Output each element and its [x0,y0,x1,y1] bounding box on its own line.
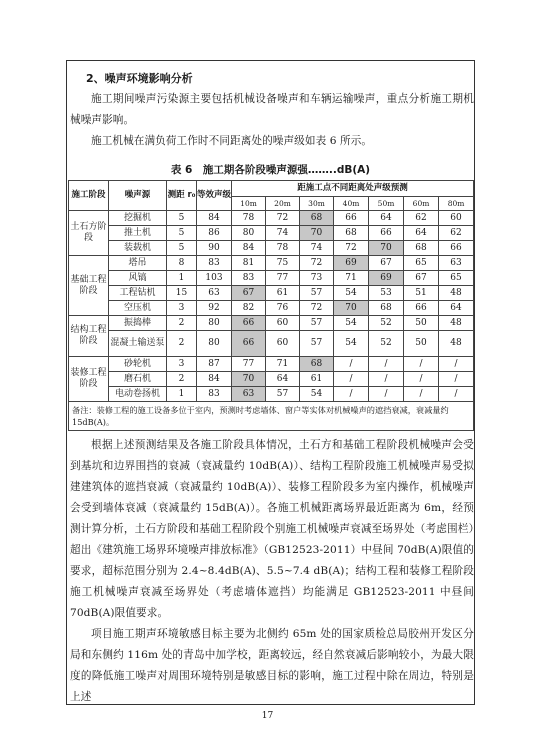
value-cell: 64 [404,226,439,241]
table-row [69,301,474,316]
value-cell: 69 [334,256,369,271]
value-cell: 66 [232,316,266,331]
source-cell: 塔吊 [109,256,167,271]
value-cell: 57 [300,286,334,301]
value-cell: 78 [266,241,300,256]
value-cell: 60 [266,331,300,357]
value-cell: 66 [232,331,266,357]
level-cell: 63 [197,286,232,301]
header-distance: 测距 r₀ [167,181,197,211]
value-cell: 70 [300,226,334,241]
level-cell: 90 [197,241,232,256]
intro-text [70,89,474,152]
value-cell: 80 [232,226,266,241]
value-cell: / [439,357,474,372]
value-cell: 57 [300,316,334,331]
source-cell: 电动卷扬机 [109,387,167,402]
value-cell: 77 [266,271,300,286]
header-stage: 施工阶段 [69,181,109,211]
value-cell: 67 [232,286,266,301]
header-distance-col: 80m [439,197,474,211]
value-cell: / [369,372,404,387]
value-cell: 70 [334,301,369,316]
level-cell: 92 [197,301,232,316]
header-distance-col: 40m [334,197,369,211]
value-cell: 53 [369,286,404,301]
value-cell: 64 [369,211,404,226]
value-cell: 48 [439,316,474,331]
table-row [69,286,474,301]
value-cell: 48 [439,331,474,357]
value-cell: 54 [334,316,369,331]
distance-cell: 8 [167,256,197,271]
value-cell: 68 [404,241,439,256]
value-cell: 71 [266,357,300,372]
analysis-text [70,435,474,708]
table-row [69,241,474,256]
value-cell: 54 [300,387,334,402]
source-cell: 推土机 [109,226,167,241]
value-cell: / [369,357,404,372]
stage-cell: 基础工程阶段 [69,256,109,316]
value-cell: / [404,372,439,387]
value-cell: 66 [334,211,369,226]
value-cell: 68 [300,357,334,372]
value-cell: 66 [404,301,439,316]
value-cell: 57 [266,387,300,402]
source-cell: 磨石机 [109,372,167,387]
value-cell: 66 [439,241,474,256]
analysis-paragraph-2: 项目施工期声环境敏感目标主要为北侧约 65m 处的国家质检总局胶州开发区分局和东侧约 116m 处的青岛中加学校，距离较远，经自然衰减后影响较小，为最大限度的降低施工噪声对周围环境特别是敏感目标的影响，施工过程中除在周边，特别是上述 [70,628,474,703]
level-cell: 84 [197,372,232,387]
intro-paragraph-2: 施工机械在满负荷工作时不同距离处的噪声级如表 6 所示。 [91,135,373,147]
value-cell: 65 [404,256,439,271]
distance-cell: 2 [167,372,197,387]
intro-paragraph-1: 施工期间噪声污染源主要包括机械设备噪声和车辆运输噪声，重点分析施工期机械噪声影响。 [70,93,474,126]
noise-level-table [68,180,474,431]
value-cell: 75 [266,256,300,271]
level-cell: 83 [197,256,232,271]
value-cell: 76 [266,301,300,316]
value-cell: 72 [334,241,369,256]
table-row [69,226,474,241]
source-cell: 空压机 [109,301,167,316]
stage-cell: 装修工程阶段 [69,357,109,402]
distance-cell: 3 [167,357,197,372]
source-cell: 振捣棒 [109,316,167,331]
value-cell: 54 [334,286,369,301]
value-cell: 57 [300,331,334,357]
value-cell: 74 [266,226,300,241]
value-cell: 67 [369,256,404,271]
source-cell: 装载机 [109,241,167,256]
value-cell: 63 [439,256,474,271]
value-cell: 72 [266,211,300,226]
distance-cell: 2 [167,331,197,357]
value-cell: 62 [404,211,439,226]
value-cell: 64 [266,372,300,387]
value-cell: 65 [439,271,474,286]
value-cell: / [404,357,439,372]
header-level: 等效声级 [197,181,232,211]
value-cell: 52 [369,316,404,331]
value-cell: 78 [232,211,266,226]
source-cell: 挖掘机 [109,211,167,226]
table-row [69,271,474,286]
value-cell: 61 [300,372,334,387]
value-cell: 68 [334,226,369,241]
stage-cell: 结构工程阶段 [69,316,109,357]
source-cell: 混凝土输送泵 [109,331,167,357]
value-cell: 84 [232,241,266,256]
value-cell: / [334,387,369,402]
level-cell: 80 [197,316,232,331]
distance-cell: 5 [167,226,197,241]
value-cell: 81 [232,256,266,271]
level-cell: 84 [197,211,232,226]
analysis-paragraph-1: 根据上述预测结果及各施工阶段具体情况，土石方和基础工程阶段机械噪声会受到基坑和边界围挡的衰减（衰减量约 10dB(A)）、结构工程阶段施工机械噪声易受拟建建筑体的遮挡衰减（衰减量约 10dB(A)）、装修工程阶段多为室内操作，机械噪声会受到墙体衰减（衰减量约 15dB(A)）。各施工机械距离场界最近距离为 6m，经预测计算分析，土石方阶段和基础工程阶段个别施工机械噪声衰减至场界处（考虑围栏）超出《建筑施工场界环境噪声排放标准》（GB12523-2011）中昼间 70dB(A)限值的要求，超标范围分别为 2.4~8.4dB(A)、5.5~7.4 dB(A)；结构工程和装修工程阶段施工机械噪声衰减至场界处（考虑墙体遮挡）均能满足 GB12523-2011 中昼间 70dB(A)限值要求。 [70,439,474,619]
value-cell: 71 [334,271,369,286]
value-cell: / [404,387,439,402]
source-cell: 工程钻机 [109,286,167,301]
value-cell: 64 [439,301,474,316]
header-prediction: 距施工点不同距离处声级预测 [232,181,474,197]
value-cell: 72 [300,301,334,316]
value-cell: 70 [232,372,266,387]
value-cell: 60 [439,211,474,226]
table-row [69,316,474,331]
table-row [69,372,474,387]
value-cell: / [369,387,404,402]
value-cell: 70 [369,241,404,256]
value-cell: 68 [300,211,334,226]
table-row [69,331,474,357]
level-cell: 83 [197,387,232,402]
distance-cell: 3 [167,301,197,316]
header-distance-col: 30m [300,197,334,211]
header-distance-col: 10m [232,197,266,211]
stage-cell: 土石方阶段 [69,211,109,256]
value-cell: 72 [300,256,334,271]
table-row [69,387,474,402]
page-number: 17 [261,711,274,721]
value-cell: 82 [232,301,266,316]
distance-cell: 2 [167,316,197,331]
level-cell: 86 [197,226,232,241]
value-cell: 63 [232,387,266,402]
header-distance-col: 60m [404,197,439,211]
value-cell: / [439,387,474,402]
value-cell: 54 [334,331,369,357]
value-cell: 60 [266,316,300,331]
value-cell: / [439,372,474,387]
value-cell: 77 [232,357,266,372]
table-row [69,256,474,271]
header-distance-col: 20m [266,197,300,211]
value-cell: 61 [266,286,300,301]
distance-cell: 5 [167,241,197,256]
distance-cell: 1 [167,271,197,286]
header-source: 噪声源 [109,181,167,211]
value-cell: 50 [404,331,439,357]
value-cell: 62 [439,226,474,241]
value-cell: 69 [369,271,404,286]
table-note: 备注：装修工程的施工设备多位于室内，预测时考虑墙体、窗户等实体对机械噪声的遮挡衰减，衰减量约 15dB(A)。 [69,402,474,431]
table-row [69,357,474,372]
source-cell: 砂轮机 [109,357,167,372]
value-cell: 67 [404,271,439,286]
level-cell: 103 [197,271,232,286]
value-cell: 48 [439,286,474,301]
header-distance-col: 50m [369,197,404,211]
value-cell: 74 [300,241,334,256]
table-caption: 表 6 施工期各阶段噪声源强……..dB(A) [170,164,371,176]
table-row [69,211,474,226]
distance-cell: 5 [167,211,197,226]
value-cell: / [334,372,369,387]
value-cell: 66 [369,226,404,241]
value-cell: 50 [404,316,439,331]
table-note-row [69,402,474,431]
level-cell: 80 [197,331,232,357]
value-cell: 51 [404,286,439,301]
level-cell: 87 [197,357,232,372]
section-heading: 2、噪声环境影响分析 [86,72,193,85]
source-cell: 风镐 [109,271,167,286]
value-cell: 68 [369,301,404,316]
value-cell: 52 [369,331,404,357]
value-cell: / [334,357,369,372]
value-cell: 73 [300,271,334,286]
value-cell: 83 [232,271,266,286]
distance-cell: 15 [167,286,197,301]
distance-cell: 1 [167,387,197,402]
